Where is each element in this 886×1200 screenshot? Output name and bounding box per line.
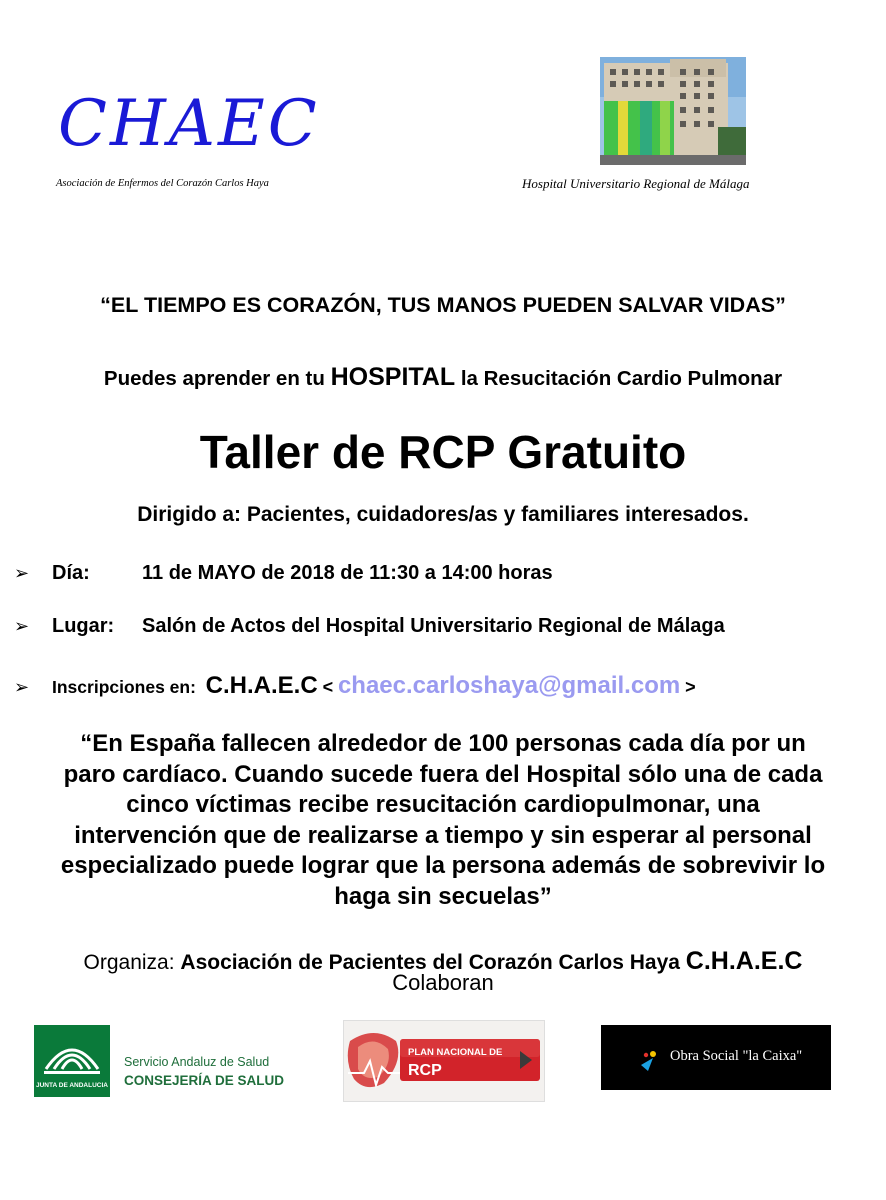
lugar-value: Salón de Actos del Hospital Universitario Regional de Málaga: [142, 615, 725, 637]
slogan: “EL TIEMPO ES CORAZÓN, TUS MANOS PUEDEN SALVAR VIDAS”: [100, 293, 786, 317]
lugar-label: Lugar:: [52, 615, 115, 637]
plan-nacional-rcp-logo: [343, 1020, 545, 1102]
chaec-logo-subtitle: Asociación de Enfermos del Corazón Carlos Haya: [56, 178, 269, 189]
rcp-line1: PLAN NACIONAL DE: [408, 1047, 503, 1058]
organiza-label: Organiza:: [83, 951, 181, 974]
sas-line2: CONSEJERÍA DE SALUD: [124, 1073, 285, 1088]
quote-line: paro cardíaco. Cuando sucede fuera del Hospital sólo una de cada: [63, 760, 823, 788]
email-open-bracket: <: [322, 677, 334, 697]
rcp-line2: RCP: [408, 1062, 442, 1079]
inscripciones-org: C.H.A.E.C: [205, 672, 318, 699]
learn-before: Puedes aprender en tu: [103, 367, 331, 390]
detail-row-lugar: [14, 615, 725, 638]
sas-line1: Servicio Andaluz de Salud: [124, 1055, 270, 1069]
organiza-acronym: C.H.A.E.C: [685, 947, 803, 975]
email-close-bracket: >: [685, 677, 696, 697]
detail-row-dia: [14, 562, 553, 585]
bullet-arrow-icon: ➢: [14, 677, 30, 697]
dia-value: 11 de MAYO de 2018 de 11:30 a 14:00 horas: [142, 562, 553, 584]
quote-line: cinco víctimas recibe resucitación cardiopulmonar, una: [126, 791, 760, 818]
statistic-quote: [0, 729, 886, 912]
email-link[interactable]: chaec.carloshaya@gmail.com: [337, 672, 681, 699]
learn-hospital: HOSPITAL: [330, 363, 456, 391]
hospital-caption: Hospital Universitario Regional de Málaga: [522, 176, 750, 191]
chaec-logo: CHAEC: [58, 87, 320, 161]
quote-line: especializado puede lograr que la persona además de sobrevivir lo: [60, 852, 826, 879]
audience-line: Dirigido a: Pacientes, cuidadores/as y familiares interesados.: [137, 503, 749, 526]
junta-text: JUNTA DE ANDALUCIA: [36, 1082, 108, 1089]
learn-after: la Resucitación Cardio Pulmonar: [455, 367, 783, 390]
junta-andalucia-logo: [34, 1025, 110, 1097]
caixa-text: Obra Social "la Caixa": [670, 1048, 803, 1064]
quote-line: haga sin secuelas”: [334, 882, 552, 910]
learn-line: [0, 363, 886, 392]
colaboran-label: Colaboran: [392, 970, 494, 995]
bullet-arrow-icon: ➢: [14, 616, 30, 636]
quote-line: intervención que de realizarse a tiempo y sin esperar al personal: [74, 821, 812, 849]
bullet-arrow-icon: ➢: [14, 563, 30, 583]
organiza-name: Asociación de Pacientes del Corazón Carlos Haya: [180, 951, 686, 974]
detail-row-inscripciones: [14, 672, 696, 700]
caixa-star-icon: [650, 1051, 656, 1057]
inscripciones-label: Inscripciones en:: [52, 677, 196, 697]
quote-line: “En España fallecen alrededor de 100 personas cada día por un: [80, 730, 806, 757]
workshop-title: Taller de RCP Gratuito: [199, 426, 687, 478]
hospital-building-photo: [600, 57, 746, 165]
dia-label: Día:: [52, 562, 90, 584]
